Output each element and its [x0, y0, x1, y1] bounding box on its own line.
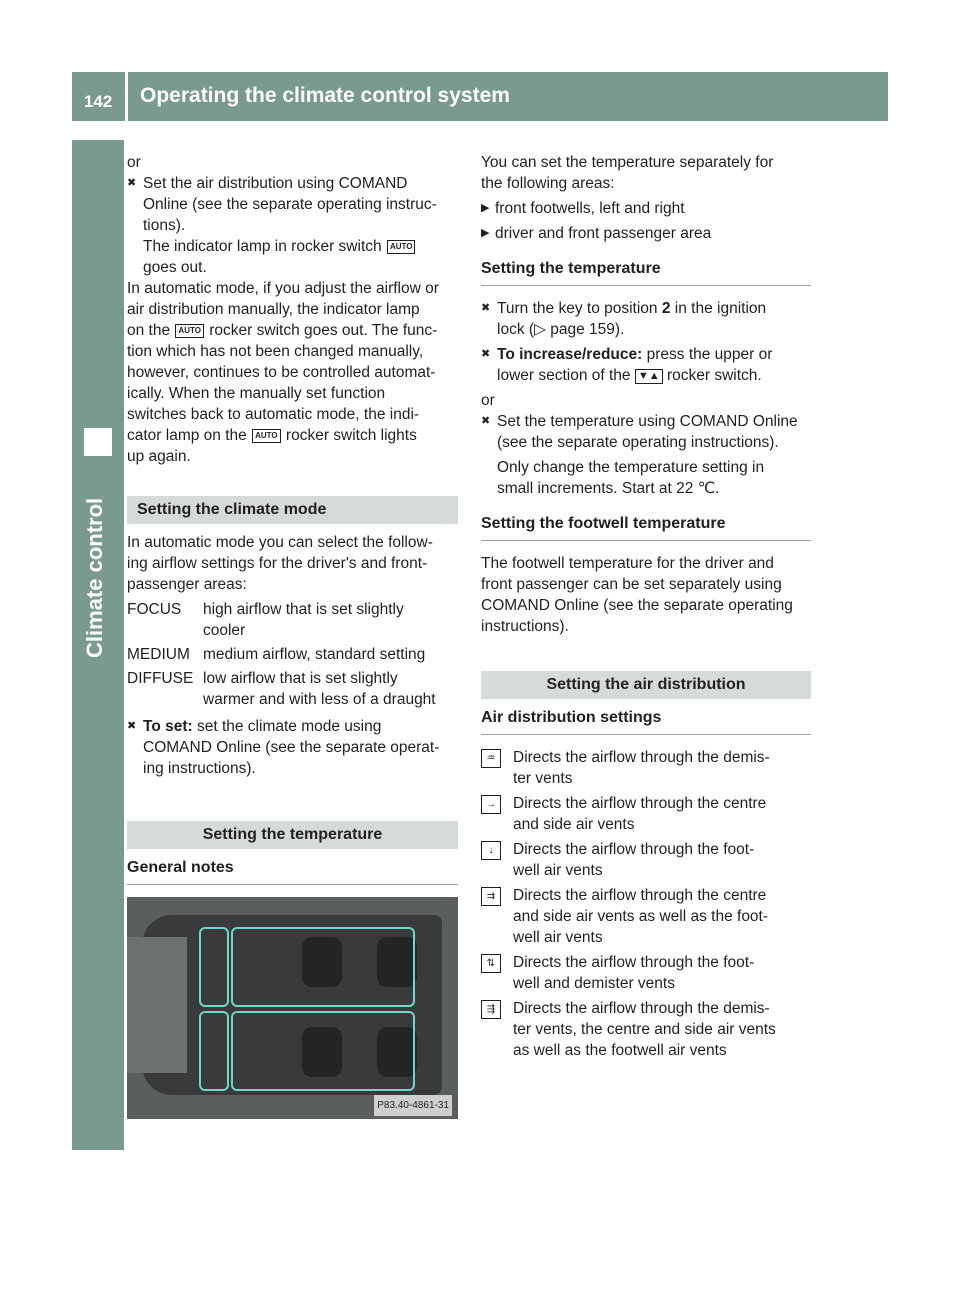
text-fragment: 2: [661, 300, 671, 317]
right-column: [481, 152, 811, 1065]
zone-footwell-right: [199, 1011, 229, 1091]
text-line: ically. When the manually set function: [127, 385, 386, 402]
step-ignition: [481, 298, 811, 340]
step-set-air-distribution: [127, 173, 458, 278]
text-fragment: rocker switch.: [666, 367, 762, 384]
list-item: [481, 747, 811, 789]
text-line: instructions).: [481, 618, 569, 635]
text-fragment: rocker switch lights: [285, 427, 417, 444]
auto-button-icon: AUTO: [175, 324, 204, 338]
center-foot-icon: ⇉: [481, 887, 501, 906]
bullet-item: [481, 223, 811, 244]
text-line: [127, 425, 458, 446]
section-heading-air-distribution: Setting the air distribution: [481, 671, 811, 699]
text-line: ing instructions).: [143, 760, 256, 777]
zone-driver: [231, 927, 415, 1007]
text-line: Set the air distribution using COMAND: [143, 175, 408, 192]
vehicle-front: [127, 937, 187, 1073]
list-item: [481, 998, 811, 1061]
text-line: COMAND Online (see the separate operat-: [143, 739, 440, 756]
text-line: Directs the airflow through the demis-: [513, 1000, 770, 1017]
text-line: [497, 344, 811, 365]
text-line: (see the separate operating instructions).: [497, 434, 779, 451]
text-line: Directs the airflow through the centre: [513, 795, 767, 812]
text-line: Online (see the separate operating instruc-: [143, 196, 437, 213]
text-line: ter vents, the centre and side air vents: [513, 1021, 776, 1038]
text-line: Directs the airflow through the foot-: [513, 954, 755, 971]
bullet-icon: ▶: [481, 227, 490, 239]
step-arrow-icon: ✖: [481, 302, 491, 314]
mode-desc: [203, 599, 458, 641]
step-increase-reduce: [481, 344, 811, 386]
footwell-paragraph: [481, 553, 811, 637]
bullet-item: [481, 198, 811, 219]
text-fragment: The indicator lamp in rocker switch: [143, 238, 382, 255]
text-line: front passenger can be set separately using: [481, 576, 782, 593]
dist-desc: [513, 747, 811, 789]
step-arrow-icon: ✖: [481, 348, 491, 360]
text-fragment: To increase/reduce:: [497, 346, 643, 363]
text-fragment: press the upper or: [646, 346, 773, 363]
text-line: You can set the temperature separately for: [481, 154, 774, 171]
subheading-general-notes: General notes: [127, 857, 458, 885]
text-line: and side air vents: [513, 816, 635, 833]
dist-desc: [513, 952, 811, 994]
mode-key: DIFFUSE: [127, 670, 194, 687]
left-column: [127, 152, 458, 1119]
page-title: Operating the climate control system: [140, 84, 510, 107]
text-fragment: set the climate mode using: [196, 718, 382, 735]
text-line: In automatic mode, if you adjust the airflow or: [127, 280, 439, 297]
text-line: high airflow that is set slightly: [203, 601, 404, 618]
text-line: small increments. Start at 22 ℃.: [497, 480, 720, 497]
auto-mode-paragraph: [127, 278, 458, 467]
text-line: warmer and with less of a draught: [203, 691, 436, 708]
text-fragment: in the ignition: [674, 300, 767, 317]
text-line: up again.: [127, 448, 191, 465]
step-arrow-icon: ✖: [481, 415, 491, 427]
vehicle-zones-illustration: [127, 897, 458, 1119]
text-line: passenger areas:: [127, 576, 247, 593]
text-line: well air vents: [513, 862, 603, 879]
text-line: however, continues to be controlled automat-: [127, 364, 436, 381]
text-line: COMAND Online (see the separate operating: [481, 597, 793, 614]
text-fragment: Turn the key to position: [497, 300, 658, 317]
text-line: cooler: [203, 622, 246, 639]
header-divider: [125, 72, 128, 121]
dist-desc: [513, 793, 811, 835]
center-vent-icon: →: [481, 795, 501, 814]
defrost-icon: ♒: [481, 749, 501, 768]
air-distribution-list: [481, 747, 811, 1061]
text-line: and side air vents as well as the foot-: [513, 908, 769, 925]
dist-desc: [513, 839, 811, 881]
text-line: [143, 716, 458, 737]
text-line: In automatic mode you can select the follow-: [127, 534, 433, 551]
auto-button-icon: AUTO: [387, 240, 416, 254]
temperature-rocker-icon: ▼▲: [635, 369, 663, 384]
list-item: [481, 839, 811, 881]
text-line: air distribution manually, the indicator lamp: [127, 301, 420, 318]
mode-key: FOCUS: [127, 601, 182, 618]
climate-mode-intro: [127, 532, 458, 595]
dist-desc: [513, 998, 811, 1061]
subheading-air-distribution-settings: Air distribution settings: [481, 707, 811, 735]
text-line: switches back to automatic mode, the indi-: [127, 406, 420, 423]
bullet-icon: ▶: [481, 202, 490, 214]
section-heading-temperature: Setting the temperature: [127, 821, 458, 849]
zone-passenger: [231, 1011, 415, 1091]
auto-button-icon: AUTO: [252, 429, 281, 443]
text-line: well and demister vents: [513, 975, 675, 992]
dist-desc: [513, 885, 811, 948]
text-line: goes out.: [143, 259, 207, 276]
step-arrow-icon: ✖: [127, 720, 137, 732]
text-fragment: front footwells, left and right: [495, 200, 685, 217]
text-line: Directs the airflow through the demis-: [513, 749, 770, 766]
section-heading-climate-mode: Setting the climate mode: [127, 496, 458, 524]
subheading-footwell-temperature: Setting the footwell temperature: [481, 513, 811, 541]
side-tab-marker: [84, 428, 112, 456]
text-line: [127, 320, 458, 341]
mode-desc: [203, 668, 458, 710]
mode-row-diffuse: [127, 668, 458, 710]
text-fragment: on the: [127, 322, 171, 339]
text-line: [497, 298, 811, 319]
image-caption: P83.40-4861-31: [374, 1095, 452, 1116]
text-line: ing airflow settings for the driver's and front-: [127, 555, 428, 572]
text-line: Only change the temperature setting in: [497, 459, 765, 476]
text-fragment: rocker switch goes out. The func-: [209, 322, 438, 339]
step-arrow-icon: ✖: [127, 177, 137, 189]
text-line: the following areas:: [481, 175, 615, 192]
mode-key: MEDIUM: [127, 646, 190, 663]
or-text: or: [127, 154, 141, 171]
side-tab-label: Climate control: [82, 497, 107, 658]
page-number: 142: [83, 92, 113, 111]
text-line: Directs the airflow through the centre: [513, 887, 767, 904]
mode-row-medium: [127, 644, 458, 665]
mode-desc: medium airflow, standard setting: [203, 646, 426, 663]
text-line: tions).: [143, 217, 186, 234]
foot-demist-icon: ⇅: [481, 954, 501, 973]
text-line: Directs the airflow through the foot-: [513, 841, 755, 858]
text-line: well air vents: [513, 929, 603, 946]
text-fragment: lower section of the: [497, 367, 631, 384]
text-line: The footwell temperature for the driver and: [481, 555, 774, 572]
text-line: Set the temperature using COMAND Online: [497, 413, 798, 430]
zone-footwell-left: [199, 927, 229, 1007]
text-line: ter vents: [513, 770, 573, 787]
or-text: or: [481, 392, 495, 409]
text-line: [143, 236, 458, 257]
text-line: lock (▷ page 159).: [497, 321, 625, 338]
text-fragment: cator lamp on the: [127, 427, 247, 444]
text-fragment: driver and front passenger area: [495, 225, 712, 242]
text-line: as well as the footwell air vents: [513, 1042, 727, 1059]
all-vents-icon: ⇶: [481, 1000, 501, 1019]
step-comand-temperature: [481, 411, 811, 499]
subheading-setting-temperature: Setting the temperature: [481, 258, 811, 286]
list-item: [481, 952, 811, 994]
text-line: tion which has not been changed manually,: [127, 343, 424, 360]
text-line: [497, 365, 811, 386]
mode-row-focus: [127, 599, 458, 641]
text-fragment: To set:: [143, 718, 193, 735]
list-item: [481, 885, 811, 948]
footwell-icon: ↓: [481, 841, 501, 860]
list-item: [481, 793, 811, 835]
climate-mode-table: [127, 599, 458, 710]
step-to-set: [127, 716, 458, 779]
text-line: low airflow that is set slightly: [203, 670, 398, 687]
